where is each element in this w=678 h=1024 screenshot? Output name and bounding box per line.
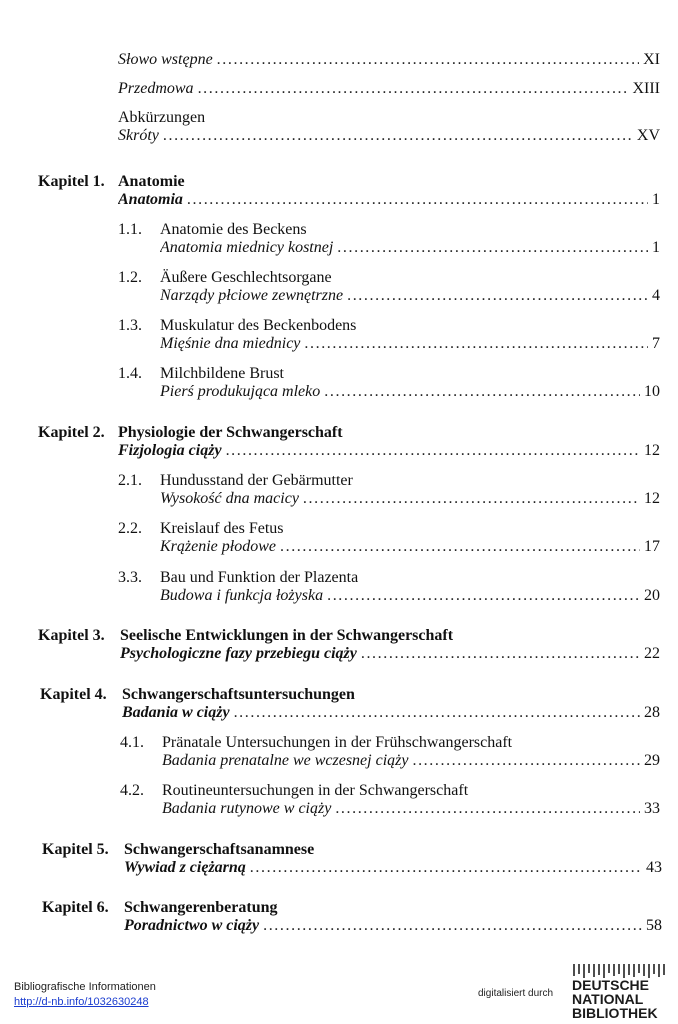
section-entry — [160, 537, 660, 557]
page-number: XIII — [632, 80, 660, 97]
chapter-entry — [124, 916, 662, 936]
chapter-label: Kapitel 6. — [42, 899, 109, 916]
section-number: 4.1. — [120, 734, 144, 751]
entry-title: Przedmowa — [118, 80, 194, 97]
page-number: 29 — [644, 752, 660, 769]
chapter-label: Kapitel 4. — [40, 686, 107, 703]
section-number: 1.4. — [118, 365, 142, 382]
dnb-logo — [572, 964, 670, 1022]
section-title-de: Muskulatur des Beckenbodens — [160, 317, 357, 334]
toc-entry — [118, 126, 660, 146]
entry-title: Słowo wstępne — [118, 51, 213, 68]
section-title-pl: Pierś produkująca mleko — [160, 383, 321, 400]
section-number: 4.2. — [120, 782, 144, 799]
chapter-title-de: Anatomie — [118, 173, 185, 190]
section-title-pl: Anatomia miednicy kostnej — [160, 239, 334, 256]
page-number: 22 — [644, 645, 660, 662]
toc-entry — [118, 50, 660, 70]
section-entry — [160, 238, 660, 258]
section-number: 1.1. — [118, 221, 142, 238]
section-entry — [162, 799, 660, 819]
section-entry — [160, 286, 660, 306]
chapter-title-de: Schwangerschaftsuntersuchungen — [122, 686, 355, 703]
section-title-de: Bau und Funktion der Plazenta — [160, 569, 359, 586]
toc-entry — [118, 79, 660, 99]
section-number: 2.1. — [118, 472, 142, 489]
page-number: XV — [636, 127, 660, 144]
page-number: 7 — [652, 335, 660, 352]
section-title-pl: Krążenie płodowe — [160, 538, 276, 555]
section-number: 3.3. — [118, 569, 142, 586]
page-number: 58 — [646, 917, 662, 934]
section-title-de: Hundusstand der Gebärmutter — [160, 472, 353, 489]
chapter-title-pl: Wywiad z ciężarną — [124, 859, 246, 876]
section-entry — [160, 489, 660, 509]
chapter-entry — [118, 190, 660, 210]
section-title-pl: Badania rutynowe w ciąży — [162, 800, 332, 817]
chapter-label: Kapitel 5. — [42, 841, 109, 858]
section-title-pl: Budowa i funkcja łożyska — [160, 587, 324, 604]
bibliographic-info — [14, 980, 156, 1010]
chapter-label: Kapitel 2. — [38, 424, 105, 441]
chapter-title-pl: Anatomia — [118, 191, 183, 208]
section-entry — [160, 334, 660, 354]
page-number: 33 — [644, 800, 660, 817]
logo-line-3: BIBLIOTHEK — [572, 1005, 658, 1021]
chapter-entry — [124, 858, 662, 878]
section-title-pl: Mięśnie dna miednicy — [160, 335, 301, 352]
page-number: XI — [643, 51, 660, 68]
page-number: 10 — [644, 383, 660, 400]
chapter-title-pl: Fizjologia ciąży — [118, 442, 222, 459]
logo-line-1: DEUTSCHE — [572, 977, 650, 993]
section-entry — [160, 586, 660, 606]
chapter-entry — [118, 441, 660, 461]
bibliographic-label: Bibliografische Informationen — [14, 981, 156, 993]
page-number: 1 — [652, 191, 660, 208]
barcode-stripes — [574, 964, 664, 978]
section-title-de: Kreislauf des Fetus — [160, 520, 284, 537]
section-title-de: Routineuntersuchungen in der Schwangerschaft — [162, 782, 469, 799]
page-number: 20 — [644, 587, 660, 604]
chapter-title-pl: Poradnictwo w ciąży — [124, 917, 260, 934]
page-number: 12 — [644, 490, 660, 507]
page-number: 43 — [646, 859, 662, 876]
page-number: 17 — [644, 538, 660, 555]
section-number: 1.3. — [118, 317, 142, 334]
chapter-title-de: Seelische Entwicklungen in der Schwangerschaft — [120, 627, 454, 644]
section-entry — [160, 382, 660, 402]
logo-line-2: NATIONAL — [572, 991, 644, 1007]
chapter-label: Kapitel 3. — [38, 627, 105, 644]
chapter-label: Kapitel 1. — [38, 173, 105, 190]
page-number: 4 — [652, 287, 660, 304]
section-title-de: Pränatale Untersuchungen in der Frühschwangerschaft — [162, 734, 513, 751]
section-title-de: Milchbildene Brust — [160, 365, 284, 382]
digitized-by-label: digitalisiert durch — [478, 988, 554, 999]
page-number: 12 — [644, 442, 660, 459]
chapter-title-pl: Badania w ciąży — [122, 704, 230, 721]
chapter-title-de: Schwangerschaftsanamnese — [124, 841, 315, 858]
section-title-pl: Narządy płciowe zewnętrzne — [160, 287, 344, 304]
chapter-entry — [120, 644, 660, 664]
chapter-entry — [122, 703, 660, 723]
chapter-title-pl: Psychologiczne fazy przebiegu ciąży — [120, 645, 357, 662]
section-number: 2.2. — [118, 520, 142, 537]
chapter-title-de: Physiologie der Schwangerschaft — [118, 424, 343, 441]
section-title-de: Äußere Geschlechtsorgane — [160, 269, 332, 286]
entry-title: Skróty — [118, 127, 159, 144]
page-number: 1 — [652, 239, 660, 256]
section-title-pl: Badania prenatalne we wczesnej ciąży — [162, 752, 409, 769]
section-title-pl: Wysokość dna macicy — [160, 490, 299, 507]
entry-title-de: Abkürzungen — [118, 109, 206, 126]
section-number: 1.2. — [118, 269, 142, 286]
section-title-de: Anatomie des Beckens — [160, 221, 307, 238]
bibliographic-link[interactable]: http://d-nb.info/1032630248 — [14, 996, 149, 1008]
section-entry — [162, 751, 660, 771]
chapter-title-de: Schwangerenberatung — [124, 899, 278, 916]
page-number: 28 — [644, 704, 660, 721]
